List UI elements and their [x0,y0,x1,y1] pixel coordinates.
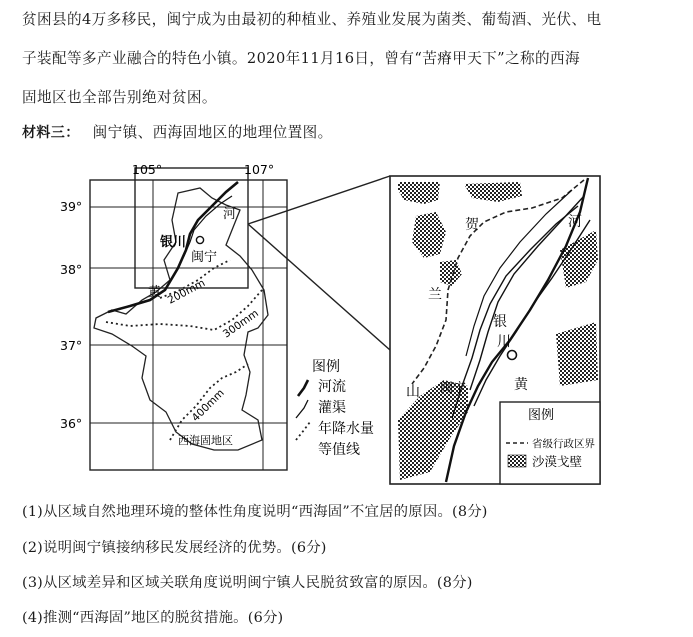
zoom-connector-bottom [248,224,390,350]
yinchuan-marker-right [508,351,517,360]
lat-label-36: 36° [60,416,83,431]
question-2: (2)说明闽宁镇接纳移民发展经济的优势。(6分) [22,540,327,556]
label-minning-right: 闽宁 [440,381,467,396]
passage-line-3: 固地区也全部告别绝对贫困。 [22,89,217,106]
label-chuan-right: 川 [497,334,511,350]
river-label-huang-left: 黄 [148,285,162,300]
question-4: (4)推测“西海固”地区的脱贫措施。(6分) [22,610,284,626]
right-map [390,176,600,484]
label-yin-right: 银 [493,314,507,330]
isohyet-200-label: 200mm [165,277,208,307]
isohyet-400-label: 400mm [189,386,227,425]
left-legend-title: 图例 [312,359,340,375]
legend-item-river: 河流 [318,379,346,395]
right-legend [500,402,600,484]
zoom-connector-top [248,176,390,224]
lat-label-38: 38° [60,262,83,277]
legend-item-precip: 年降水量 [318,421,374,437]
isohyet-300-label: 300mm [220,307,261,341]
legend-item-isoline: 等值线 [318,442,360,458]
legend-canal-symbol [296,400,308,418]
question-3: (3)从区域差异和区域关联角度说明闽宁镇人民脱贫致富的原因。(8分) [22,575,473,591]
label-he-river-right: 河 [568,214,582,230]
question-1: (1)从区域自然地理环境的整体性角度说明“西海固”不宜居的原因。(8分) [22,504,488,520]
legend-boundary-label: 省级行政区界 [532,438,595,450]
passage-line-1: 贫困县的4万多移民，闽宁成为由最初的种植业、养殖业发展为菌类、葡萄酒、光伏、电 [22,11,602,28]
left-map [60,162,287,470]
label-he-mountain: 贺 [465,217,479,233]
legend-desert-symbol [508,455,526,467]
lon-label-105: 105° [132,162,163,177]
legend-desert-label: 沙漠戈壁 [532,454,583,469]
lat-label-39: 39° [60,199,83,214]
lon-label-107: 107° [244,162,275,177]
legend-river-symbol [298,380,308,396]
location-map-figure [0,150,693,490]
city-label-minning-left: 闽宁 [191,250,218,265]
legend-item-canal: 灌渠 [318,400,346,416]
yinchuan-city-marker [196,236,203,243]
lat-label-37: 37° [60,338,83,353]
legend-isohyet-symbol [296,422,310,440]
left-legend [296,359,374,458]
city-label-yinchuan-left: 银川 [160,235,187,250]
left-map-frame [90,180,287,470]
right-legend-title: 图例 [528,408,555,423]
material-text: 闽宁镇、西海固地区的地理位置图。 [92,124,333,141]
material-label: 材料三： [22,125,80,141]
passage-line-2: 子装配等多产业融合的特色小镇。2020年11月16日，曾有“苦瘠甲天下”之称的西海 [22,50,581,67]
region-label-xihaigu: 西海固地区 [178,434,233,447]
river-label-he-left: 河 [223,207,237,222]
label-lan-mountain: 兰 [428,287,442,303]
inset-frame [135,168,248,288]
label-huang-river-right: 黄 [514,377,528,393]
material-heading [22,121,677,142]
label-shan-mountain: 山 [406,384,420,400]
